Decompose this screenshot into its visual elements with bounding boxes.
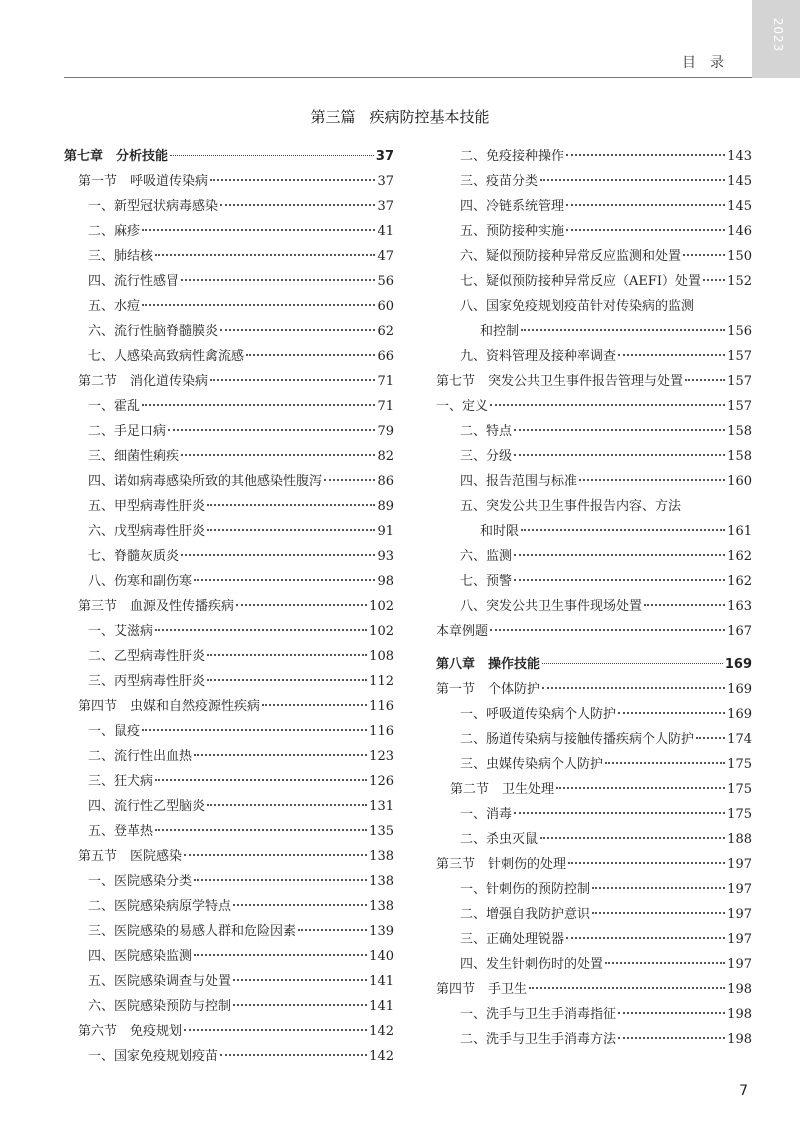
toc-entry-chapter[interactable] [436,652,752,677]
dot-leader [155,829,367,831]
toc-entry-title: 第三节 血源及性传播疾病 [78,599,235,614]
toc-entry-item[interactable] [64,494,394,519]
dot-leader [233,1004,367,1006]
toc-entry-title: 七、预警 [460,574,513,589]
toc-entry-title: 五、医院感染调查与处置 [88,974,232,989]
toc-entry-page: 138 [369,874,394,889]
toc-entry-title: 三、肺结核 [88,249,154,264]
dot-leader [184,854,367,856]
toc-entry-title: 一、国家免疫规划疫苗 [88,1049,219,1064]
toc-entry-page: 126 [369,774,394,789]
toc-entry-page: 146 [727,224,752,239]
toc-entry-title: 二、洗手与卫生手消毒方法 [460,1032,617,1047]
toc-entry-page: 71 [377,374,394,389]
toc-entry-item[interactable] [64,194,394,219]
dot-leader [703,279,725,281]
toc-entry-item[interactable] [436,877,752,902]
toc-entry-page: 66 [377,349,394,364]
dot-leader [542,687,725,689]
part-number: 第三篇 [310,108,356,126]
toc-entry-section[interactable] [64,844,394,869]
toc-entry-item[interactable] [64,944,394,969]
dot-leader [568,862,725,864]
toc-entry-page: 138 [369,899,394,914]
dot-leader [194,754,367,756]
dot-leader [566,154,725,156]
toc-entry-page: 198 [727,982,752,997]
toc-entry-item[interactable] [64,269,394,294]
toc-entry-title: 二、增强自我防护意识 [460,907,591,922]
toc-entry-page: 141 [369,999,394,1014]
toc-entry-title: 五、甲型病毒性肝炎 [88,499,206,514]
dot-leader [155,779,367,781]
toc-entry-item[interactable] [64,219,394,244]
toc-entry-title: 六、流行性脑脊髓膜炎 [88,324,219,339]
dot-leader [644,604,725,606]
dot-leader [298,929,367,931]
dot-leader [490,629,725,631]
toc-entry-item[interactable] [64,719,394,744]
dot-leader [168,429,375,431]
toc-entry-section[interactable] [64,369,394,394]
toc-entry-title: 六、疑似预防接种异常反应监测和处置 [460,249,682,264]
toc-entry-page: 138 [369,849,394,864]
toc-entry-item[interactable] [64,319,394,344]
dot-leader [155,254,375,256]
toc-entry-page: 174 [727,732,752,747]
toc-entry-page: 162 [727,574,752,589]
toc-entry-item[interactable] [436,169,752,194]
dot-leader [514,454,725,456]
toc-entry-item[interactable] [436,519,752,544]
dot-leader [514,554,725,556]
toc-entry-item[interactable] [436,469,752,494]
toc-entry-page: 167 [727,624,752,639]
toc-entry-title: 三、细菌性痢疾 [88,449,180,464]
dot-leader [181,554,375,556]
toc-entry-title: 第一节 个体防护 [436,682,541,697]
toc-entry-page: 162 [727,549,752,564]
toc-entry-page: 37 [377,174,394,189]
toc-entry-page: 123 [369,749,394,764]
toc-entry-item[interactable] [64,444,394,469]
toc-entry-page: 157 [727,349,752,364]
toc-entry-title: 四、发生针刺伤时的处置 [460,957,604,972]
toc-entry-page: 198 [727,1032,752,1047]
toc-entry-title: 一、霍乱 [88,399,141,414]
side-tab-year: 2023 [771,17,785,53]
toc-entry-title: 二、流行性出血热 [88,749,193,764]
toc-entry-title: 二、肠道传染病与接触传播疾病个人防护 [460,732,695,747]
dot-leader [618,1037,725,1039]
toc-entry-title: 第四节 手卫生 [436,982,528,997]
toc-entry-title: 第八章 操作技能 [436,657,541,672]
toc-entry-title: 七、疑似预防接种异常反应（AEFI）处置 [460,274,702,289]
toc-entry-title: 和时限 [480,524,520,539]
toc-entry-item[interactable] [436,594,752,619]
toc-entry-item[interactable] [64,344,394,369]
toc-entry-title: 第五节 医院感染 [78,849,183,864]
toc-entry-item[interactable] [64,244,394,269]
toc-entry-page: 197 [727,882,752,897]
toc-entry-item[interactable] [436,569,752,594]
year-side-tab [752,0,800,78]
toc-entry-item[interactable] [436,194,752,219]
toc-entry-section[interactable] [64,694,394,719]
toc-entry-title: 二、杀虫灭鼠 [460,832,539,847]
dot-leader [592,887,725,889]
toc-entry-item[interactable] [64,994,394,1019]
dot-leader [540,179,725,181]
toc-entry-page: 116 [369,699,394,714]
dot-leader [170,155,374,156]
toc-entry-item[interactable] [64,469,394,494]
toc-entry-page: 142 [369,1024,394,1039]
toc-entry-page: 157 [727,399,752,414]
toc-entry-page: 197 [727,907,752,922]
toc-entry-section[interactable] [436,369,752,394]
toc-entry-item[interactable] [436,394,752,419]
toc-entry-page: 112 [369,674,394,689]
toc-entry-item[interactable] [436,444,752,469]
toc-entry-title: 四、诺如病毒感染所致的其他感染性腹泻 [88,474,323,489]
dot-leader [542,663,723,664]
part-heading [0,106,800,127]
toc-entry-title: 二、手足口病 [88,424,167,439]
toc-entry-item[interactable] [436,802,752,827]
toc-entry-page: 79 [377,424,394,439]
dot-leader [592,912,725,914]
toc-entry-item[interactable] [64,969,394,994]
toc-entry-title: 八、突发公共卫生事件现场处置 [460,599,643,614]
toc-entry-title: 一、呼吸道传染病个人防护 [460,707,617,722]
dot-leader [246,354,375,356]
dot-leader [142,404,375,406]
toc-entry-page: 169 [727,682,752,697]
toc-entry-section[interactable] [64,169,394,194]
dot-leader [142,229,375,231]
toc-entry-item[interactable] [64,819,394,844]
dot-leader [514,429,725,431]
toc-entry-item[interactable] [64,419,394,444]
toc-entry-title: 第一节 呼吸道传染病 [78,174,209,189]
toc-entry-item[interactable] [64,569,394,594]
toc-entry-item[interactable] [64,919,394,944]
toc-entry-title: 三、正确处理锐器 [460,932,565,947]
toc-entry-title: 五、预防接种实施 [460,224,565,239]
toc-entry-item[interactable] [64,544,394,569]
dot-leader [220,204,375,206]
toc-entry-title: 本章例题 [436,624,489,639]
toc-entry-title: 五、水痘 [88,299,141,314]
toc-entry-page: 91 [377,524,394,539]
toc-entry-title: 五、登革热 [88,824,154,839]
dot-leader [220,329,375,331]
toc-entry-page: 82 [377,449,394,464]
dot-leader [233,904,367,906]
toc-entry-page: 135 [369,824,394,839]
toc-entry-title: 二、特点 [460,424,513,439]
toc-entry-page: 140 [369,949,394,964]
dot-leader [540,837,725,839]
running-header-title: 目录 [682,55,738,71]
dot-leader [207,504,375,506]
dot-leader [155,629,367,631]
toc-entry-item[interactable] [64,619,394,644]
dot-leader [262,704,367,706]
toc-entry-page: 89 [377,499,394,514]
dot-leader [181,279,375,281]
toc-entry-title: 一、艾滋病 [88,624,154,639]
dot-leader [566,229,725,231]
toc-entry-page: 108 [369,649,394,664]
dot-leader [521,529,725,531]
dot-leader [324,479,375,481]
dot-leader [142,729,367,731]
toc-entry-page: 197 [727,932,752,947]
toc-entry-page: 131 [369,799,394,814]
toc-entry-item[interactable] [436,727,752,752]
toc-entry-title: 八、国家免疫规划疫苗针对传染病的监测 [460,299,695,314]
toc-entry-item[interactable] [436,752,752,777]
toc-entry-page: 37 [377,199,394,214]
toc-entry-chapter[interactable] [64,144,394,169]
toc-entry-title: 三、虫媒传染病个人防护 [460,757,604,772]
toc-entry-page: 158 [727,424,752,439]
toc-entry-page: 188 [727,832,752,847]
toc-entry-title: 一、洗手与卫生手消毒指征 [460,1007,617,1022]
toc-entry-title: 三、丙型病毒性肝炎 [88,674,206,689]
toc-entry-title: 五、突发公共卫生事件报告内容、方法 [460,499,682,514]
toc-entry-item[interactable] [64,1044,394,1069]
dot-leader [490,404,725,406]
toc-entry-title: 第四节 虫媒和自然疫源性疾病 [78,699,261,714]
dot-leader [210,379,375,381]
toc-entry-title: 七、脊髓灰质炎 [88,549,180,564]
toc-entry-item[interactable] [64,644,394,669]
toc-entry-page: 197 [727,957,752,972]
toc-entry-item[interactable] [436,344,752,369]
toc-entry-page: 102 [369,624,394,639]
toc-entry-title: 四、报告范围与标准 [460,474,578,489]
toc-entry-item[interactable] [436,244,752,269]
toc-entry-title: 一、消毒 [460,807,513,822]
part-title: 疾病防控基本技能 [369,108,490,126]
toc-entry-item[interactable] [436,677,752,702]
toc-entry-title: 一、医院感染分类 [88,874,193,889]
dot-leader [184,1029,367,1031]
toc-entry-item[interactable] [64,294,394,319]
toc-entry-page: 143 [727,149,752,164]
dot-leader [521,329,725,331]
toc-entry-title: 第二节 卫生处理 [450,782,555,797]
toc-entry-item[interactable] [436,494,752,519]
toc-entry-page: 152 [727,274,752,289]
toc-entry-item[interactable] [436,977,752,1002]
dot-leader [194,954,367,956]
dot-leader [566,204,725,206]
toc-entry-item[interactable] [436,294,752,319]
toc-entry-item[interactable] [436,827,752,852]
header-rule [64,77,752,78]
toc-entry-item[interactable] [436,927,752,952]
toc-entry-title: 第七章 分析技能 [64,149,169,164]
toc-entry-item[interactable] [64,519,394,544]
toc-entry-item[interactable] [436,144,752,169]
toc-entry-item[interactable] [436,619,752,644]
toc-entry-item[interactable] [64,869,394,894]
toc-entry-page: 56 [377,274,394,289]
toc-entry-title: 第六节 免疫规划 [78,1024,183,1039]
dot-leader [210,179,375,181]
dot-leader [194,579,375,581]
toc-entry-title: 二、医院感染病原学特点 [88,899,232,914]
toc-entry-page: 161 [727,524,752,539]
toc-entry-page: 175 [727,782,752,797]
toc-entry-page: 139 [369,924,394,939]
dot-leader [556,787,725,789]
toc-entry-page: 197 [727,857,752,872]
dot-leader [194,879,367,881]
toc-entry-section[interactable] [436,777,752,802]
toc-entry-title: 二、乙型病毒性肝炎 [88,649,206,664]
toc-entry-item[interactable] [64,794,394,819]
dot-leader [514,579,725,581]
toc-entry-title: 九、资料管理及接种率调查 [460,349,617,364]
toc-entry-title: 六、医院感染预防与控制 [88,999,232,1014]
dot-leader [207,804,367,806]
dot-leader [207,529,375,531]
toc-entry-item[interactable] [436,544,752,569]
toc-entry-page: 60 [377,299,394,314]
toc-entry-title: 四、医院感染监测 [88,949,193,964]
toc-entry-title: 第三节 针刺伤的处理 [436,857,567,872]
toc-entry-page: 150 [727,249,752,264]
toc-entry-page: 93 [377,549,394,564]
toc-entry-title: 第七节 突发公共卫生事件报告管理与处置 [436,374,684,389]
toc-entry-title: 第二节 消化道传染病 [78,374,209,389]
toc-entry-section[interactable] [64,1019,394,1044]
toc-entry-page: 98 [377,574,394,589]
toc-entry-page: 141 [369,974,394,989]
toc-entry-title: 八、伤寒和副伤寒 [88,574,193,589]
toc-entry-item[interactable] [64,894,394,919]
dot-leader [566,937,725,939]
toc-entry-item[interactable] [436,419,752,444]
toc-entry-title: 一、针刺伤的预防控制 [460,882,591,897]
toc-entry-page: 145 [727,199,752,214]
toc-left-column [64,144,394,1069]
toc-entry-page: 157 [727,374,752,389]
dot-leader [683,254,725,256]
dot-leader [605,962,725,964]
toc-entry-page: 142 [369,1049,394,1064]
toc-entry-title: 三、狂犬病 [88,774,154,789]
dot-leader [220,1054,367,1056]
dot-leader [579,479,725,481]
dot-leader [181,454,375,456]
toc-entry-item[interactable] [64,669,394,694]
toc-entry-item[interactable] [436,702,752,727]
dot-leader [236,604,367,606]
toc-entry-item[interactable] [436,219,752,244]
toc-entry-page: 37 [375,149,394,164]
dot-leader [618,354,725,356]
toc-entry-section[interactable] [64,594,394,619]
toc-entry-page: 71 [377,399,394,414]
toc-entry-page: 163 [727,599,752,614]
toc-entry-title: 二、免疫接种操作 [460,149,565,164]
dot-leader [207,679,367,681]
toc-entry-title: 六、戊型病毒性肝炎 [88,524,206,539]
dot-leader [618,1012,725,1014]
page-number: 7 [739,1083,748,1099]
toc-entry-page: 156 [727,324,752,339]
toc-entry-item[interactable] [436,952,752,977]
toc-entry-item[interactable] [64,769,394,794]
toc-entry-item[interactable] [436,902,752,927]
toc-entry-item[interactable] [436,269,752,294]
toc-entry-page: 62 [377,324,394,339]
toc-entry-title: 三、分级 [460,449,513,464]
toc-entry-page: 169 [727,707,752,722]
toc-entry-page: 41 [377,224,394,239]
toc-entry-title: 四、流行性感冒 [88,274,180,289]
toc-entry-item[interactable] [436,319,752,344]
dot-leader [529,987,725,989]
toc-spacer [436,644,752,652]
toc-entry-page: 102 [369,599,394,614]
toc-entry-title: 二、麻疹 [88,224,141,239]
toc-entry-item[interactable] [436,852,752,877]
toc-entry-title: 三、医院感染的易感人群和危险因素 [88,924,297,939]
toc-entry-page: 160 [727,474,752,489]
toc-entry-title: 一、鼠疫 [88,724,141,739]
toc-entry-page: 86 [377,474,394,489]
dot-leader [207,654,367,656]
dot-leader [696,737,725,739]
toc-entry-title: 四、冷链系统管理 [460,199,565,214]
toc-entry-page: 169 [724,657,752,672]
toc-entry-title: 和控制 [480,324,520,339]
toc-entry-item[interactable] [64,744,394,769]
toc-right-column [436,144,752,1052]
toc-entry-item[interactable] [64,394,394,419]
toc-entry-page: 47 [377,249,394,264]
dot-leader [233,979,367,981]
toc-entry-page: 145 [727,174,752,189]
toc-entry-page: 116 [369,724,394,739]
toc-entry-item[interactable] [436,1002,752,1027]
dot-leader [618,712,725,714]
toc-entry-page: 158 [727,449,752,464]
toc-entry-title: 三、疫苗分类 [460,174,539,189]
toc-entry-page: 198 [727,1007,752,1022]
toc-entry-page: 175 [727,807,752,822]
toc-entry-title: 一、新型冠状病毒感染 [88,199,219,214]
toc-entry-page: 175 [727,757,752,772]
toc-entry-title: 四、流行性乙型脑炎 [88,799,206,814]
toc-entry-title: 一、定义 [436,399,489,414]
dot-leader [605,762,725,764]
toc-entry-title: 六、监测 [460,549,513,564]
toc-entry-title: 七、人感染高致病性禽流感 [88,349,245,364]
dot-leader [142,304,375,306]
dot-leader [685,379,725,381]
dot-leader [514,812,725,814]
toc-entry-item[interactable] [436,1027,752,1052]
